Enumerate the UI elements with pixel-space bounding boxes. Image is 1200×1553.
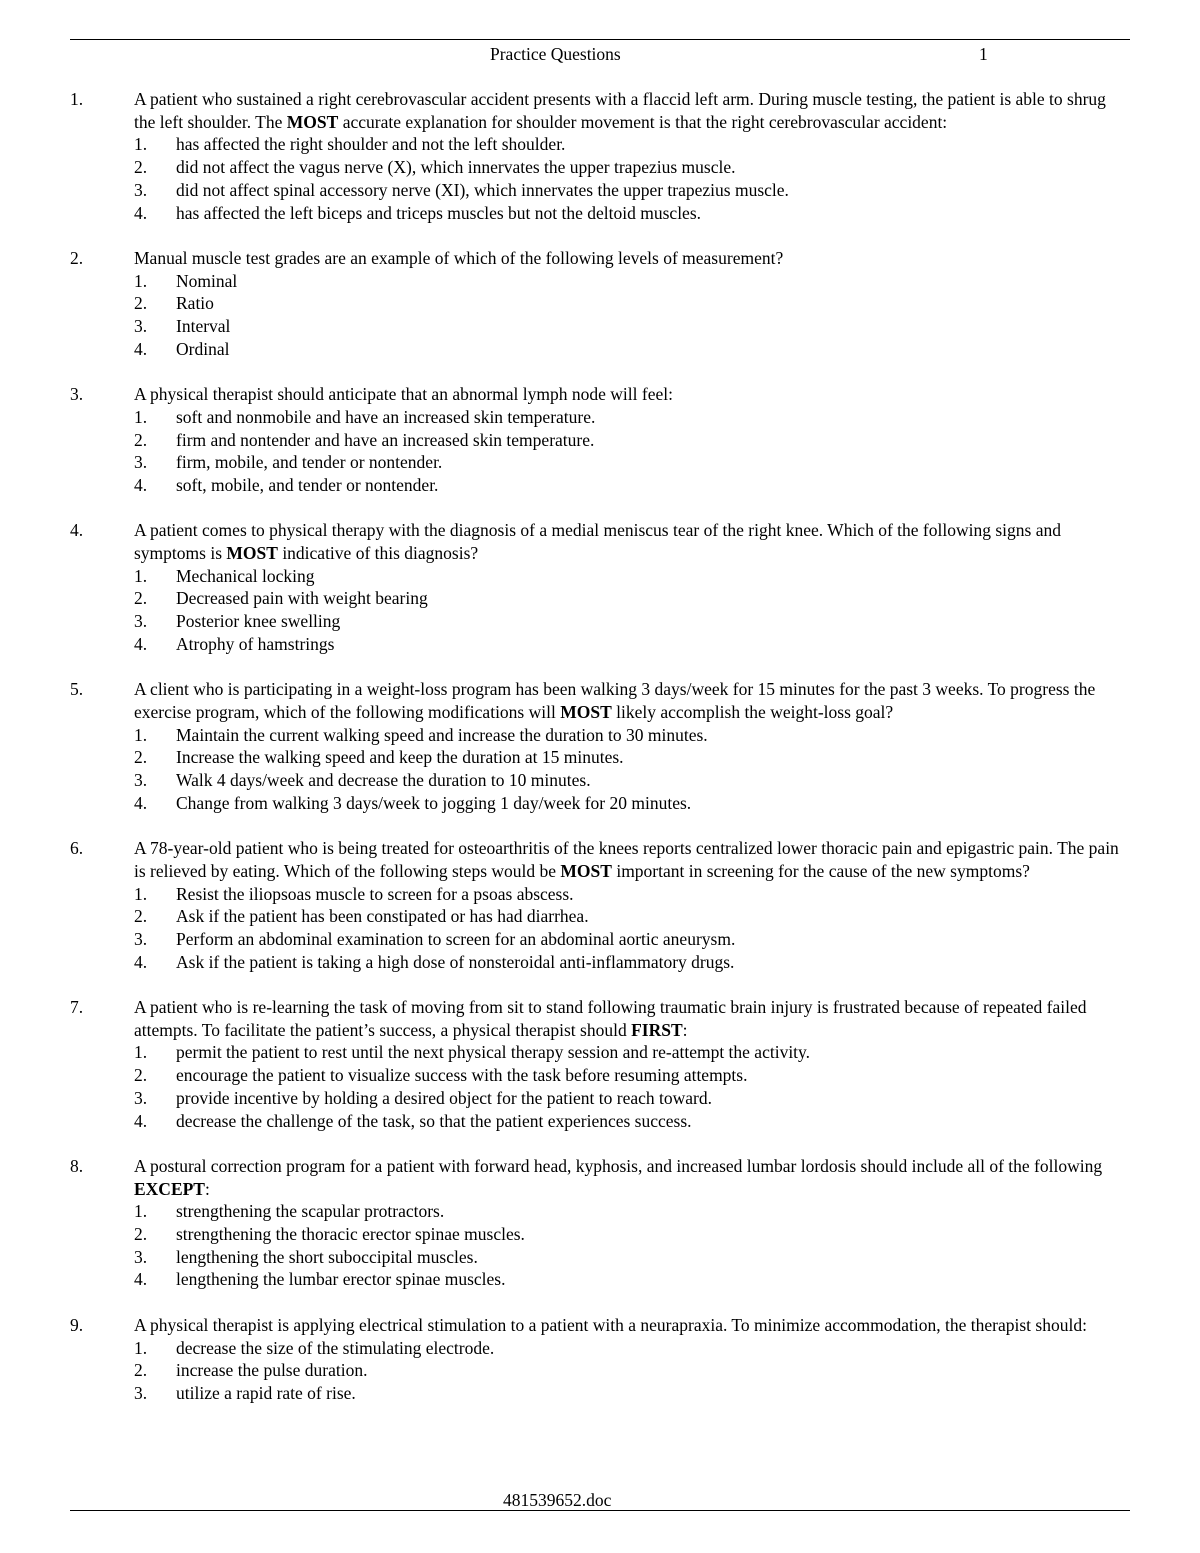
- answer-option: [70, 633, 1130, 656]
- answer-option-text: utilize a rapid rate of rise.: [176, 1382, 356, 1403]
- question-text-part: A client who is participating in a weight-loss program has been walking 3 days/week for 15 minutes for the past 3 weeks. To progress the exercise program, which of the following modifications will: [134, 679, 1096, 722]
- answer-option-number: 4.: [134, 202, 148, 223]
- question-number: 6.: [70, 838, 84, 859]
- answer-option-text: Ordinal: [176, 338, 230, 359]
- question-text: [134, 383, 1130, 406]
- answer-option-text: has affected the right shoulder and not the left shoulder.: [176, 134, 566, 155]
- answer-option-text: decrease the challenge of the task, so that the patient experiences success.: [176, 1110, 692, 1131]
- answer-option-number: 2.: [134, 293, 148, 314]
- question-item: [70, 1314, 1130, 1405]
- answer-option-number: 2.: [134, 1065, 148, 1086]
- question-stem: [70, 88, 1130, 133]
- answer-option-number: 3.: [134, 770, 148, 791]
- answer-option-text: Ask if the patient has been constipated or has had diarrhea.: [176, 906, 589, 927]
- answer-option: [70, 451, 1130, 474]
- answer-option-number: 1.: [134, 1337, 148, 1358]
- answer-option-number: 3.: [134, 611, 148, 632]
- answer-option-text: strengthening the thoracic erector spinae muscles.: [176, 1224, 525, 1245]
- question-emphasis: EXCEPT: [134, 1178, 205, 1199]
- answer-option-text: Maintain the current walking speed and increase the duration to 30 minutes.: [176, 724, 708, 745]
- answer-option: [70, 1268, 1130, 1291]
- question-text-part: A 78-year-old patient who is being treated for osteoarthritis of the knees reports centralized lower thoracic pain and epigastric pain. The pain is relieved by eating. Which of the following steps would be: [134, 838, 1119, 881]
- question-stem: [70, 383, 1130, 406]
- answer-option: [70, 587, 1130, 610]
- answer-option-text: permit the patient to rest until the next physical therapy session and re-attempt the activity.: [176, 1042, 811, 1063]
- answer-option: [70, 1064, 1130, 1087]
- answer-option-text: Perform an abdominal examination to screen for an abdominal aortic aneurysm.: [176, 928, 736, 949]
- answer-option-text: Ratio: [176, 293, 214, 314]
- header-rule: [70, 39, 1130, 40]
- answer-option-text: did not affect the vagus nerve (X), which innervates the upper trapezius muscle.: [176, 157, 736, 178]
- answer-option: [70, 1359, 1130, 1382]
- question-text: [134, 88, 1130, 133]
- answer-option: [70, 292, 1130, 315]
- answer-option-number: 4.: [134, 1269, 148, 1290]
- answer-option: [70, 1041, 1130, 1064]
- question-text: [134, 247, 1130, 270]
- question-stem: [70, 1155, 1130, 1200]
- answer-option: [70, 202, 1130, 225]
- answer-option-text: Mechanical locking: [176, 565, 315, 586]
- answer-option-number: 4.: [134, 792, 148, 813]
- answer-option: [70, 1246, 1130, 1269]
- question-text: [134, 678, 1130, 723]
- answer-option: [70, 474, 1130, 497]
- answer-option-number: 4.: [134, 474, 148, 495]
- question-stem: [70, 1314, 1130, 1337]
- answer-option-text: Increase the walking speed and keep the duration at 15 minutes.: [176, 747, 624, 768]
- question-item: [70, 837, 1130, 973]
- answer-option-text: Change from walking 3 days/week to jogging 1 day/week for 20 minutes.: [176, 792, 692, 813]
- question-emphasis: MOST: [560, 701, 612, 722]
- footer-filename: 481539652.doc: [503, 1490, 612, 1510]
- question-text: [134, 837, 1130, 882]
- question-text: [134, 996, 1130, 1041]
- question-stem: [70, 837, 1130, 882]
- question-emphasis: FIRST: [631, 1019, 683, 1040]
- answer-option-number: 4.: [134, 338, 148, 359]
- question-item: [70, 519, 1130, 655]
- question-text-part: A physical therapist should anticipate that an abnormal lymph node will feel:: [134, 384, 673, 405]
- answer-option: [70, 746, 1130, 769]
- answer-option: [70, 905, 1130, 928]
- question-text-part: likely accomplish the weight-loss goal?: [611, 701, 894, 722]
- answer-option-number: 3.: [134, 1246, 148, 1267]
- answer-option-text: encourage the patient to visualize success with the task before resuming attempts.: [176, 1065, 748, 1086]
- answer-option-number: 3.: [134, 452, 148, 473]
- question-text: [134, 519, 1130, 564]
- answer-option-text: provide incentive by holding a desired object for the patient to reach toward.: [176, 1087, 712, 1108]
- answer-option-number: 1.: [134, 1042, 148, 1063]
- answer-option-number: 1.: [134, 565, 148, 586]
- question-text-part: A patient comes to physical therapy with the diagnosis of a medial meniscus tear of the right knee. Which of the following signs and symptoms is: [134, 520, 1061, 564]
- footer-rule: [70, 1510, 1130, 1511]
- answer-option: [70, 1382, 1130, 1405]
- question-item: [70, 383, 1130, 497]
- answer-option: [70, 270, 1130, 293]
- answer-option: [70, 769, 1130, 792]
- question-text-part: A patient who is re-learning the task of moving from sit to stand following traumatic brain injury is frustrated because of repeated failed attempts. To facilitate the patient’s success, a physical therapist should: [134, 997, 1087, 1040]
- answer-option: [70, 133, 1130, 156]
- question-text-part: A postural correction program for a patient with forward head, kyphosis, and increased lumbar lordosis should include all of the following: [134, 1155, 1103, 1176]
- answer-option-number: 1.: [134, 134, 148, 155]
- answer-option: [70, 1110, 1130, 1133]
- answer-option: [70, 792, 1130, 815]
- question-number: 5.: [70, 679, 84, 700]
- page-header-title: Practice Questions: [490, 44, 621, 64]
- question-text-part: :: [682, 1019, 688, 1040]
- answer-option: [70, 338, 1130, 361]
- answer-option-text: Posterior knee swelling: [176, 611, 341, 632]
- answer-option: [70, 951, 1130, 974]
- answer-option: [70, 1200, 1130, 1223]
- answer-option: [70, 179, 1130, 202]
- answer-option-text: increase the pulse duration.: [176, 1360, 368, 1381]
- answer-option-text: Decreased pain with weight bearing: [176, 588, 428, 609]
- question-text-part: A patient who sustained a right cerebrovascular accident presents with a flaccid left arm. During muscle testing, the patient is able to shrug the left shoulder. The: [134, 89, 1106, 132]
- question-item: [70, 1155, 1130, 1291]
- answer-option-number: 2.: [134, 906, 148, 927]
- question-emphasis: MOST: [226, 543, 278, 564]
- question-text-part: Manual muscle test grades are an example of which of the following levels of measurement?: [134, 247, 784, 268]
- answer-option-number: 2.: [134, 429, 148, 450]
- question-number: 3.: [70, 384, 84, 405]
- question-text-part: important in screening for the cause of the new symptoms?: [611, 860, 1030, 881]
- question-text-part: :: [204, 1178, 210, 1199]
- answer-option-number: 3.: [134, 179, 148, 200]
- answer-option: [70, 1087, 1130, 1110]
- question-item: [70, 88, 1130, 224]
- question-number: 4.: [70, 520, 84, 541]
- answer-option: [70, 724, 1130, 747]
- question-item: [70, 247, 1130, 361]
- question-stem: [70, 996, 1130, 1041]
- answer-option-text: Interval: [176, 316, 231, 337]
- answer-option-number: 2.: [134, 747, 148, 768]
- question-number: 9.: [70, 1314, 84, 1335]
- question-emphasis: MOST: [560, 860, 612, 881]
- answer-option-number: 1.: [134, 270, 148, 291]
- answer-option-number: 1.: [134, 724, 148, 745]
- answer-option: [70, 315, 1130, 338]
- answer-option-number: 2.: [134, 588, 148, 609]
- answer-option-text: has affected the left biceps and triceps muscles but not the deltoid muscles.: [176, 202, 702, 223]
- answer-option-number: 3.: [134, 928, 148, 949]
- answer-option: [70, 429, 1130, 452]
- answer-option-text: lengthening the lumbar erector spinae muscles.: [176, 1269, 506, 1290]
- answer-option-number: 1.: [134, 1201, 148, 1222]
- answer-option: [70, 883, 1130, 906]
- answer-option: [70, 610, 1130, 633]
- answer-option-text: Resist the iliopsoas muscle to screen for a psoas abscess.: [176, 883, 574, 904]
- answer-option-number: 4.: [134, 951, 148, 972]
- answer-option-text: did not affect spinal accessory nerve (XI), which innervates the upper trapezius muscle.: [176, 179, 789, 200]
- answer-option-number: 4.: [134, 633, 148, 654]
- question-number: 8.: [70, 1155, 84, 1176]
- answer-option-text: firm and nontender and have an increased skin temperature.: [176, 429, 595, 450]
- answer-option-text: Nominal: [176, 270, 238, 291]
- answer-option-number: 3.: [134, 316, 148, 337]
- question-text-part: accurate explanation for shoulder movement is that the right cerebrovascular accident:: [338, 111, 948, 132]
- answer-option-text: firm, mobile, and tender or nontender.: [176, 452, 443, 473]
- question-text-part: indicative of this diagnosis?: [277, 543, 479, 564]
- answer-option: [70, 406, 1130, 429]
- answer-option: [70, 928, 1130, 951]
- answer-option: [70, 1223, 1130, 1246]
- question-emphasis: MOST: [286, 111, 339, 132]
- question-number: 7.: [70, 997, 84, 1018]
- page-number: 1: [979, 44, 988, 64]
- question-item: [70, 996, 1130, 1132]
- question-list: [70, 88, 1130, 1427]
- question-number: 2.: [70, 247, 84, 268]
- question-number: 1.: [70, 89, 84, 109]
- answer-option-text: strengthening the scapular protractors.: [176, 1201, 445, 1222]
- answer-option: [70, 1337, 1130, 1360]
- answer-option-text: soft, mobile, and tender or nontender.: [176, 474, 439, 495]
- answer-option-number: 2.: [134, 1360, 148, 1381]
- answer-option-number: 1.: [134, 406, 148, 427]
- answer-option: [70, 156, 1130, 179]
- answer-option-number: 4.: [134, 1110, 148, 1131]
- answer-option-number: 1.: [134, 883, 148, 904]
- question-text-part: A physical therapist is applying electrical stimulation to a patient with a neurapraxia. To minimize accommodation, the therapist should:: [134, 1314, 1087, 1335]
- answer-option-text: Ask if the patient is taking a high dose of nonsteroidal anti-inflammatory drugs.: [176, 951, 735, 972]
- question-text: [134, 1314, 1130, 1337]
- answer-option-text: Walk 4 days/week and decrease the duration to 10 minutes.: [176, 770, 591, 791]
- answer-option: [70, 565, 1130, 588]
- answer-option-number: 3.: [134, 1087, 148, 1108]
- question-text: [134, 1155, 1130, 1200]
- question-stem: [70, 678, 1130, 723]
- answer-option-number: 3.: [134, 1382, 148, 1403]
- answer-option-text: soft and nonmobile and have an increased skin temperature.: [176, 406, 596, 427]
- question-stem: [70, 247, 1130, 270]
- question-item: [70, 678, 1130, 814]
- answer-option-text: lengthening the short suboccipital muscles.: [176, 1246, 478, 1267]
- question-stem: [70, 519, 1130, 564]
- answer-option-number: 2.: [134, 157, 148, 178]
- answer-option-text: decrease the size of the stimulating electrode.: [176, 1337, 495, 1358]
- answer-option-number: 2.: [134, 1224, 148, 1245]
- answer-option-text: Atrophy of hamstrings: [176, 633, 335, 654]
